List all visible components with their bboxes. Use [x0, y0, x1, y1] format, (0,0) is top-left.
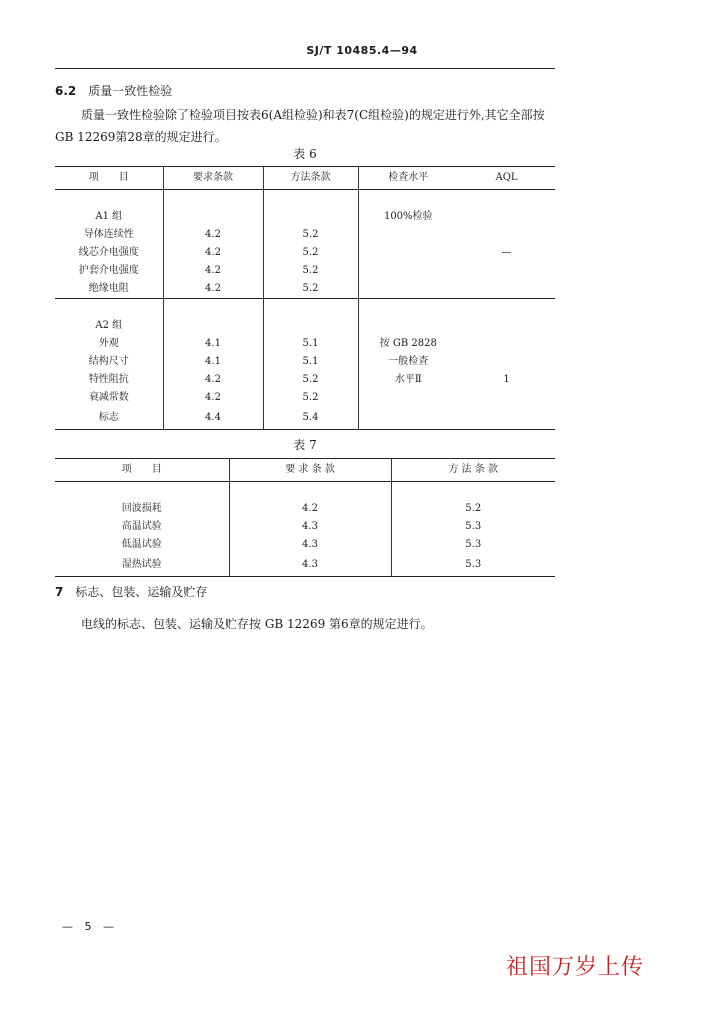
req-cell: 4.2 [163, 226, 263, 244]
table-row [55, 407, 555, 430]
table-row [55, 244, 555, 262]
req-cell: 4.2 [163, 371, 263, 389]
document-code: SJ/T 10485.4—94 [306, 44, 418, 57]
section-6-2-paragraph: 质量一致性检验除了检验项目按表6(A组检验)和表7(C组检验)的规定进行外,其它全部按GB 12269第28章的规定进行。 [55, 108, 545, 144]
page-number: — 5 — [62, 920, 118, 933]
method-cell: 5.3 [391, 554, 555, 577]
section-number: 6.2 [55, 84, 77, 98]
method-cell: 5.1 [263, 335, 358, 353]
inspection-level: 一般检查 [358, 353, 458, 371]
table-row [55, 518, 555, 536]
table7 [55, 458, 555, 577]
table-row [55, 335, 555, 353]
req-cell: 4.2 [163, 262, 263, 280]
section-7-heading [55, 583, 207, 600]
req-cell: 4.3 [229, 536, 391, 554]
method-cell: 5.2 [391, 500, 555, 518]
aql-cell: 1 [503, 374, 510, 385]
section-7-paragraph: 电线的标志、包装、运输及贮存按 GB 12269 第6章的规定进行。 [81, 617, 433, 631]
table-row [55, 317, 555, 335]
method-cell: 5.2 [263, 371, 358, 389]
aql-cell: — [501, 247, 512, 258]
table6 [55, 166, 555, 430]
section-6-2-heading [55, 82, 172, 99]
table-header-row [55, 167, 555, 190]
req-cell: 4.3 [229, 554, 391, 577]
column-header: 方法条款 [263, 167, 358, 190]
column-header: AQL [458, 167, 555, 190]
item-cell: 线芯介电强度 [78, 247, 139, 258]
method-cell: 5.1 [263, 353, 358, 371]
header-rule [55, 68, 555, 69]
table-row [55, 536, 555, 554]
method-cell: 5.2 [263, 262, 358, 280]
req-cell: 4.3 [229, 518, 391, 536]
req-cell: 4.4 [163, 407, 263, 430]
item-cell: 结构尺寸 [88, 356, 129, 367]
method-cell: 5.3 [391, 536, 555, 554]
req-cell: 4.2 [163, 389, 263, 407]
table7-caption: 表 7 [293, 438, 317, 452]
item-cell: 外观 [98, 338, 119, 349]
item-cell: 绝缘电阻 [88, 283, 129, 294]
item-cell: 低温试验 [121, 539, 162, 550]
item-cell: 高温试验 [121, 521, 162, 532]
table-row [55, 208, 555, 226]
method-cell: 5.2 [263, 280, 358, 299]
column-header: 方 法 条 款 [391, 459, 555, 482]
method-cell: 5.2 [263, 244, 358, 262]
method-cell: 5.2 [263, 226, 358, 244]
table-row [55, 500, 555, 518]
req-cell: 4.1 [163, 353, 263, 371]
inspection-level: 按 GB 2828 [358, 335, 458, 353]
section-number: 7 [55, 585, 64, 599]
item-cell: 回波损耗 [121, 503, 162, 514]
req-cell: 4.2 [163, 244, 263, 262]
group-label: A2 组 [95, 320, 123, 331]
item-cell: 衰减常数 [88, 392, 129, 403]
item-cell: 标志 [55, 407, 163, 430]
column-header: 检查水平 [358, 167, 458, 190]
table-header-row [55, 459, 555, 482]
inspection-level: 水平Ⅱ [358, 371, 458, 389]
table6-caption: 表 6 [293, 147, 317, 161]
table-row [55, 389, 555, 407]
table-row [55, 226, 555, 244]
req-cell: 4.2 [163, 280, 263, 299]
table-row [55, 262, 555, 280]
item-cell: 湿热试验 [55, 554, 229, 577]
req-cell: 4.1 [163, 335, 263, 353]
uploader-watermark: 祖国万岁上传 [506, 955, 645, 980]
table-row [55, 554, 555, 577]
column-header: 项 目 [55, 167, 163, 190]
column-header: 项 目 [55, 459, 229, 482]
item-cell: 特性阻抗 [88, 374, 129, 385]
method-cell: 5.3 [391, 518, 555, 536]
inspection-level: 100%检验 [358, 208, 458, 226]
method-cell: 5.4 [263, 407, 358, 430]
item-cell: 导体连续性 [83, 229, 134, 240]
group-label: A1 组 [95, 211, 123, 222]
section-title: 质量一致性检验 [88, 84, 173, 98]
item-cell: 护套介电强度 [78, 265, 139, 276]
table-row [55, 353, 555, 371]
section-title: 标志、包装、运输及贮存 [75, 585, 208, 599]
table-row [55, 371, 555, 389]
column-header: 要求条款 [163, 167, 263, 190]
table-row [55, 280, 555, 299]
method-cell: 5.2 [263, 389, 358, 407]
column-header: 要 求 条 款 [229, 459, 391, 482]
req-cell: 4.2 [229, 500, 391, 518]
